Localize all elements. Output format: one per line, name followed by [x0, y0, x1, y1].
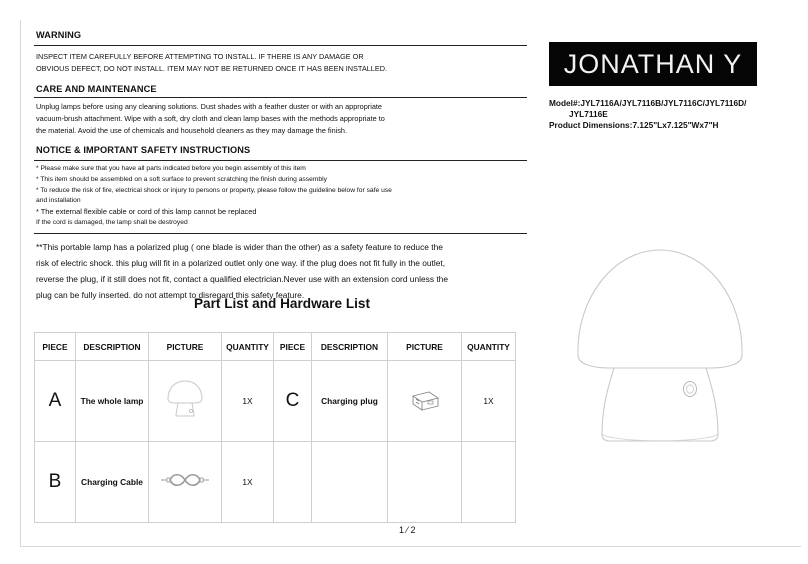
warning-line: INSPECT ITEM CAREFULLY BEFORE ATTEMPTING TO INSTALL. IF THERE IS ANY DAMAGE OR [36, 52, 364, 61]
page-number: 1 ⁄ 2 [399, 525, 416, 535]
part-list-heading: Part List and Hardware List [193, 296, 370, 311]
col-header-piece: PIECE [35, 333, 76, 361]
col-header-picture: PICTURE [388, 333, 462, 361]
polarized-line: **This portable lamp has a polarized plug ( one blade is wider than the other) as a safety feature to reduce the [36, 242, 443, 252]
section-divider [34, 233, 527, 234]
product-info [549, 98, 746, 131]
empty-cell [274, 442, 312, 523]
section-divider [34, 160, 527, 161]
part-picture [149, 442, 222, 523]
care-title: CARE AND MAINTENANCE [36, 84, 157, 94]
brand-logo: JONATHAN Y [549, 42, 757, 86]
notice-item: * This item should be assembled on a soft surface to prevent scratching the finish during assembly [36, 175, 327, 183]
part-quantity: 1X [462, 361, 516, 442]
model-number-cont: JYL7116E [569, 109, 608, 119]
part-description: Charging plug [312, 361, 388, 442]
col-header-description: DESCRIPTION [312, 333, 388, 361]
piece-letter: B [35, 442, 76, 523]
col-header-piece: PIECE [274, 333, 312, 361]
warning-title: WARNING [36, 30, 82, 40]
part-picture [388, 361, 462, 442]
empty-cell [462, 442, 516, 523]
empty-cell [388, 442, 462, 523]
care-line: the material. Avoid the use of chemicals and household cleaners as they may damage the finish. [36, 126, 347, 136]
warning-line: OBVIOUS DEFECT, DO NOT INSTALL. ITEM MAY NOT BE RETURNED ONCE IT HAS BEEN INSTALLED. [36, 64, 387, 74]
part-quantity: 1X [222, 361, 274, 442]
col-header-quantity: QUANTITY [462, 333, 516, 361]
mushroom-lamp-icon [164, 379, 206, 419]
part-description: Charging Cable [76, 442, 149, 523]
mushroom-lamp-icon [572, 238, 748, 478]
section-divider [34, 45, 527, 46]
col-header-description: DESCRIPTION [76, 333, 149, 361]
notice-item: and installation [36, 197, 81, 205]
part-quantity: 1X [222, 442, 274, 523]
notice-list [36, 164, 526, 229]
charging-plug-icon [405, 384, 445, 414]
notice-item: * The external flexible cable or cord of this lamp cannot be replaced [36, 207, 257, 217]
section-divider [34, 97, 527, 98]
warning-text [36, 51, 526, 75]
notice-item: If the cord is damaged, the lamp shall be destroyed [36, 218, 188, 226]
product-dimensions: Product Dimensions:7.125"Lx7.125"Wx7"H [549, 120, 719, 130]
parts-table [34, 332, 516, 523]
polarized-plug-notice [36, 239, 514, 303]
col-header-quantity: QUANTITY [222, 333, 274, 361]
piece-letter: C [274, 361, 312, 442]
care-line: Unplug lamps before using any cleaning solutions. Dust shades with a feather duster or with an appropriate [36, 102, 382, 111]
part-picture [149, 361, 222, 442]
table-row [35, 361, 516, 442]
care-text [36, 101, 526, 138]
table-row [35, 442, 516, 523]
part-description: The whole lamp [76, 361, 149, 442]
notice-item: * To reduce the risk of fire, electrical shock or injury to persons or property, please follow the guideline below for safe use [36, 186, 392, 194]
notice-item: * Please make sure that you have all parts indicated before you begin assembly of this item [36, 165, 306, 172]
empty-cell [312, 442, 388, 523]
table-header-row [35, 333, 516, 361]
polarized-line: risk of electric shock. this plug will fit in a polarized outlet only one way. if the plug does not fit fully in the outlet, [36, 258, 446, 268]
notice-title: NOTICE & IMPORTANT SAFETY INSTRUCTIONS [36, 145, 251, 155]
polarized-line: plug can be fully inserted. do not attempt to disregard this safety feature. [36, 290, 305, 300]
polarized-line: reverse the plug, if it still does not fit, contact a qualified electrician.Never use with an extension cord unless the [36, 274, 448, 284]
piece-letter: A [35, 361, 76, 442]
coiled-cable-icon [159, 470, 211, 490]
col-header-picture: PICTURE [149, 333, 222, 361]
model-number: Model#:JYL7116A/JYL7116B/JYL7116C/JYL7116D/ [549, 98, 747, 108]
care-line: vacuum-brush attachment. Wipe with a soft, dry cloth and clean lamp bases with the methods appropriate to [36, 114, 385, 124]
